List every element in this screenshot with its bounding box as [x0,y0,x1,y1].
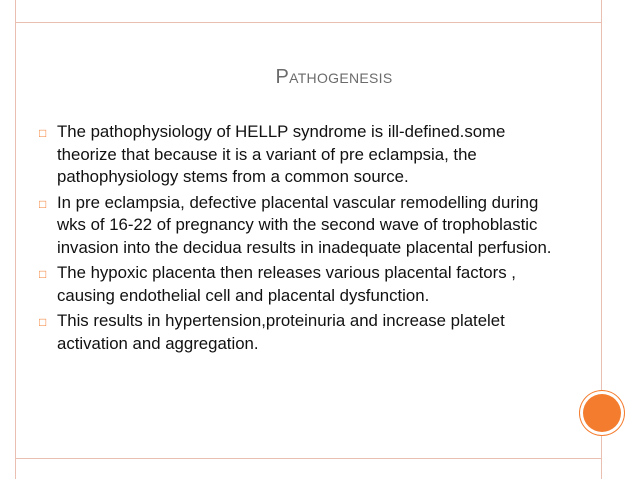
square-bullet-icon: □ [39,315,47,329]
frame-bottom-line [15,458,602,459]
bullet-item [39,310,559,355]
orange-circle-decoration [583,394,621,432]
slide-title [0,66,638,89]
square-bullet-icon: □ [39,126,47,140]
bullet-text: The hypoxic placenta then releases various placental factors , causing endothelial cell and placental dysfunction. [57,263,516,305]
bullet-text: This results in hypertension,proteinuria and increase platelet activation and aggregation. [57,311,505,353]
bullet-text: In pre eclampsia, defective placental vascular remodelling during wks of 16-22 of pregnancy with the second wave of trophoblastic invasion into the decidua results in inadequate placental perfusion. [57,192,552,257]
bullet-text: The pathophysiology of HELLP syndrome is ill-defined.some theorize that because it is a variant of pre eclampsia, the pathophysiology stems from a common source. [57,122,506,186]
frame-top-line [15,22,602,23]
square-bullet-icon: □ [39,267,47,281]
square-bullet-icon: □ [39,196,47,211]
bullet-item [39,121,559,189]
slide-title-text: Pathogenesis [275,66,393,88]
bullet-item [39,192,559,260]
bullet-list [39,121,559,358]
bullet-item [39,262,559,307]
